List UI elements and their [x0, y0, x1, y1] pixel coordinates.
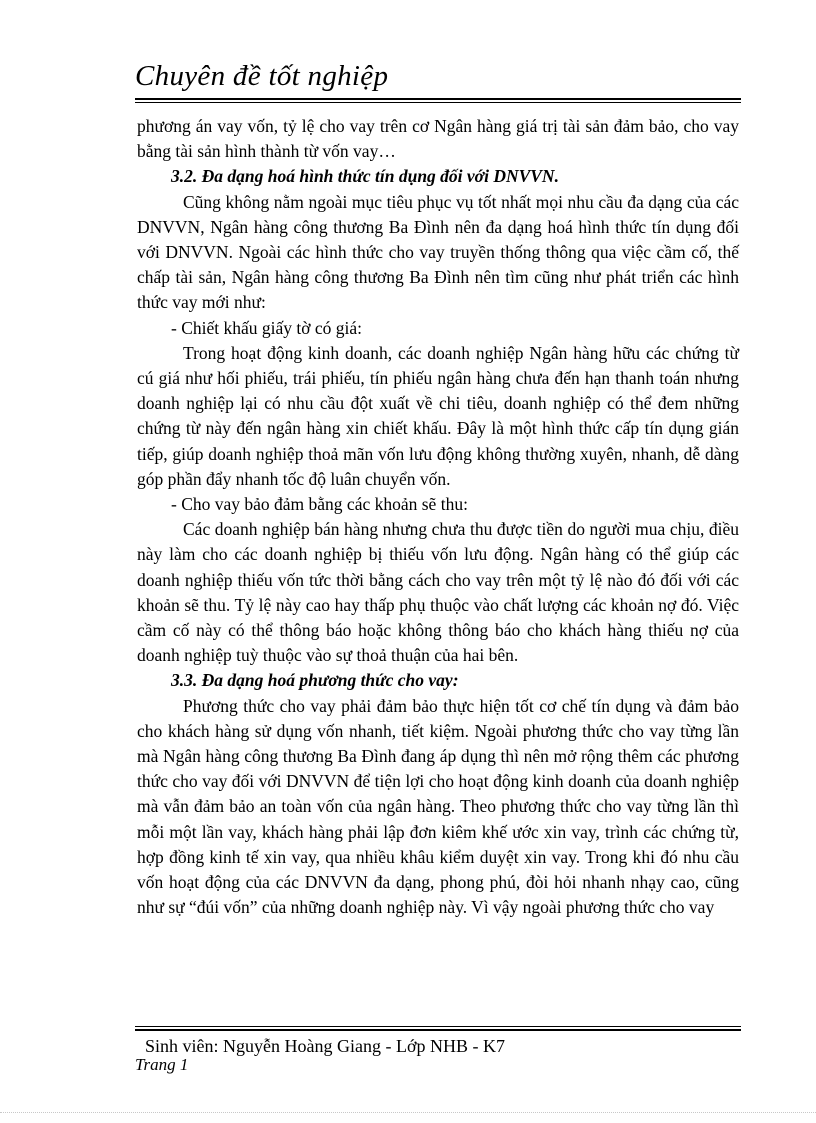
paragraph: Các doanh nghiệp bán hàng nhưng chưa thu được tiền do người mua chịu, điều này làm cho các doanh nghiệp bị thiếu vốn lưu động. Ngân hàng có thể giúp các doanh nghiệp thiếu vốn tức thời bằng cách cho vay trên một tỷ lệ nào đó đối với các khoản sẽ thu. Tỷ lệ này cao hay thấp phụ thuộc vào chất lượng các khoản nợ đó. Việc cầm cố này có thể thông báo hoặc không thông báo cho khách hàng thiếu nợ của doanh nghiệp tuỳ thuộc vào sự thoả thuận của hai bên.: [137, 519, 739, 666]
header-rule-thin: [135, 102, 741, 103]
footer-student-info: Sinh viên: Nguyễn Hoàng Giang - Lớp NHB - K7: [145, 1036, 505, 1056]
section-heading: 3.2. Đa dạng hoá hình thức tín dụng đối với DNVVN.: [171, 166, 559, 187]
paragraph: Trong hoạt động kinh doanh, các doanh nghiệp Ngân hàng hữu các chứng từ cú giá như hối phiếu, trái phiếu, tín phiếu ngân hàng chưa đến hạn thanh toán nhưng doanh nghiệp lại có nhu cầu đột xuất về chi tiêu, doanh nghiệp có thể đem những chứng từ này đến ngân hàng xin chiết khấu. Đây là một hình thức cấp tín dụng gián tiếp, giúp doanh nghiệp thoả mãn vốn lưu động không thường xuyên, nhanh, dễ dàng góp phần đẩy nhanh tốc độ luân chuyển vốn.: [137, 342, 739, 489]
paragraph: Cũng không nằm ngoài mục tiêu phục vụ tốt nhất mọi nhu cầu đa dạng của các DNVVN, Ngân hàng công thương Ba Đình nên đa dạng hoá hình thức tín dụng đối với DNVVN. Ngoài các hình thức cho vay truyền thống thông qua việc cầm cố, thế chấp tài sản, Ngân hàng công thương Ba Đình nên tìm cũng như phát triển các hình thức vay mới như:: [137, 191, 739, 313]
footer-page-number: Trang 1: [135, 1055, 189, 1074]
paragraph: phương án vay vốn, tỷ lệ cho vay trên cơ Ngân hàng giá trị tài sản đảm bảo, cho vay bằng tài sản hình thành từ vốn vay…: [137, 116, 739, 162]
list-item: - Cho vay bảo đảm bằng các khoản sẽ thu:: [171, 494, 468, 515]
section-heading: 3.3. Đa dạng hoá phương thức cho vay:: [171, 670, 459, 691]
page-header-title: Chuyên đề tốt nghiệp: [135, 60, 389, 92]
header-rule-thick: [135, 98, 741, 100]
footer-rule-thick: [135, 1029, 741, 1031]
paragraph: Phương thức cho vay phải đảm bảo thực hiện tốt cơ chế tín dụng và đảm bảo cho khách hàng sử dụng vốn nhanh, tiết kiệm. Ngoài phương thức cho vay từng lần mà Ngân hàng công thương Ba Đình đang áp dụng thì nên mở rộng thêm các phương thức cho vay đối với DNVVN để tiện lợi cho hoạt động kinh doanh của doanh nghiệp mà vẫn đảm bảo an toàn vốn của ngân hàng. Theo phương thức cho vay từng lần thì mỗi một lần vay, khách hàng phải lập đơn kiêm khế ước xin vay, trình các chứng từ, hợp đồng kinh tế xin vay, qua nhiều khâu kiểm duyệt xin vay. Trong khi đó nhu cầu vốn hoạt động của các DNVVN đa dạng, phong phú, đòi hỏi nhanh nhạy cao, cũng như sự “đúi vốn” của những doanh nghiệp này. Vì vậy ngoài phương thức cho vay: [137, 695, 739, 918]
footer-rule-thin: [135, 1026, 741, 1027]
page-edge-divider: [0, 1112, 816, 1113]
body-text: [137, 114, 739, 921]
list-item: - Chiết khấu giấy tờ có giá:: [171, 317, 363, 338]
